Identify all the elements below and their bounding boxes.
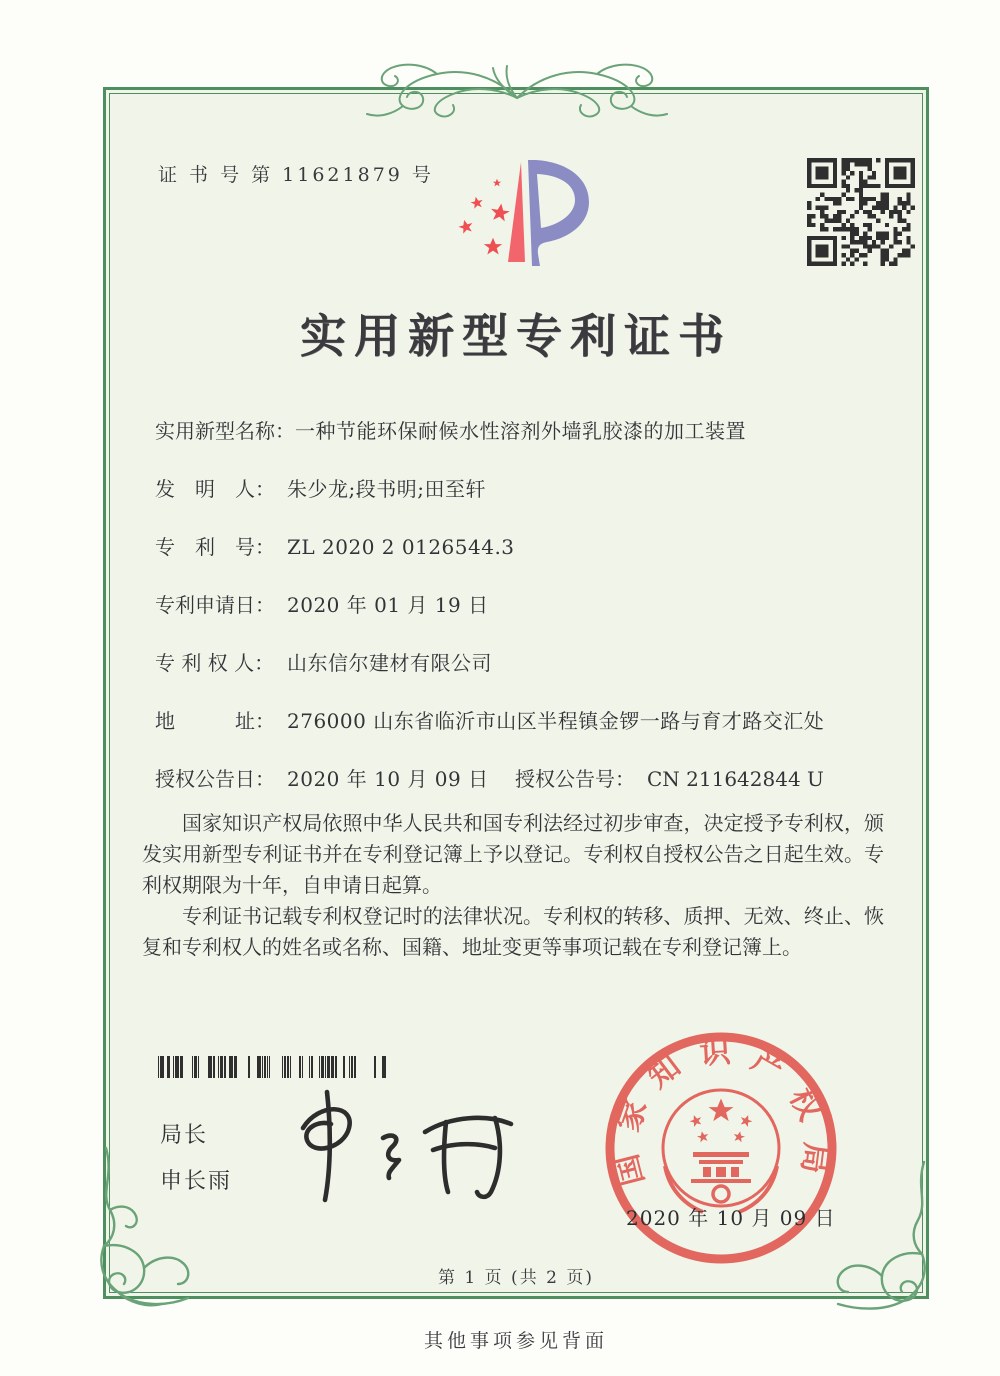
- field-row-inventors: [155, 475, 850, 504]
- field-label: 授权公告日：: [155, 767, 275, 791]
- field-label: 实用新型名称：: [155, 419, 295, 443]
- field-value: 276000 山东省临沂市山区半程镇金锣一路与育才路交汇处: [287, 709, 825, 733]
- top-flourish-ornament: [345, 54, 689, 122]
- legal-paragraph-2: 专利证书记载专利权登记时的法律状况。专利权的转移、质押、无效、终止、恢复和专利权人的姓名或名称、国籍、地址变更等事项记载在专利登记簿上。: [142, 904, 884, 959]
- field-value: 2020 年 10 月 09 日: [287, 767, 489, 791]
- certificate-number: 证 书 号 第 11621879 号: [158, 164, 434, 186]
- field-row-patent-number: [155, 533, 850, 562]
- signature-icon: [283, 1080, 538, 1205]
- field-label: 授权公告号：: [515, 767, 635, 791]
- field-value: 朱少龙;段书明;田至轩: [287, 477, 486, 501]
- legal-text: [142, 808, 884, 963]
- field-value: 2020 年 01 月 19 日: [287, 593, 489, 617]
- field-row-name: [155, 417, 850, 446]
- cnipa-logo-icon: [437, 150, 627, 290]
- seal-date: 2020 年 10 月 09 日: [626, 1206, 836, 1230]
- field-row-address: [155, 707, 850, 736]
- certificate-title: 实用新型专利证书: [300, 309, 732, 363]
- field-value: ZL 2020 2 0126544.3: [287, 535, 515, 559]
- page-number: 第 1 页 (共 2 页): [438, 1268, 594, 1288]
- qr-code: [807, 158, 915, 266]
- field-row-patentee: [155, 649, 850, 678]
- field-row-grant: [155, 765, 850, 794]
- director-title: 局长: [160, 1123, 209, 1148]
- official-seal: [599, 1026, 843, 1270]
- field-label: 专 利 权 人：: [155, 651, 275, 675]
- field-label: 发 明 人：: [155, 477, 275, 501]
- barcode: [158, 1056, 401, 1078]
- legal-paragraph-1: 国家知识产权局依照中华人民共和国专利法经过初步审查，决定授予专利权，颁发实用新型专利证书并在专利登记簿上予以登记。专利权自授权公告之日起生效。专利权期限为十年，自申请日起算。: [142, 811, 884, 897]
- field-label: 专利申请日：: [155, 593, 275, 617]
- certificate-fields: [155, 417, 850, 823]
- field-value: 山东信尔建材有限公司: [287, 651, 492, 675]
- field-label: 地 址：: [155, 709, 275, 733]
- back-side-note: 其他事项参见背面: [423, 1330, 608, 1352]
- director-name: 申长雨: [160, 1169, 233, 1194]
- field-label: 专 利 号：: [155, 535, 275, 559]
- field-value: CN 211642844 U: [647, 767, 824, 791]
- seal-ring-text: 国家知识产权局: [608, 1033, 835, 1190]
- field-row-filing-date: [155, 591, 850, 620]
- field-value: 一种节能环保耐候水性溶剂外墙乳胶漆的加工装置: [295, 419, 746, 443]
